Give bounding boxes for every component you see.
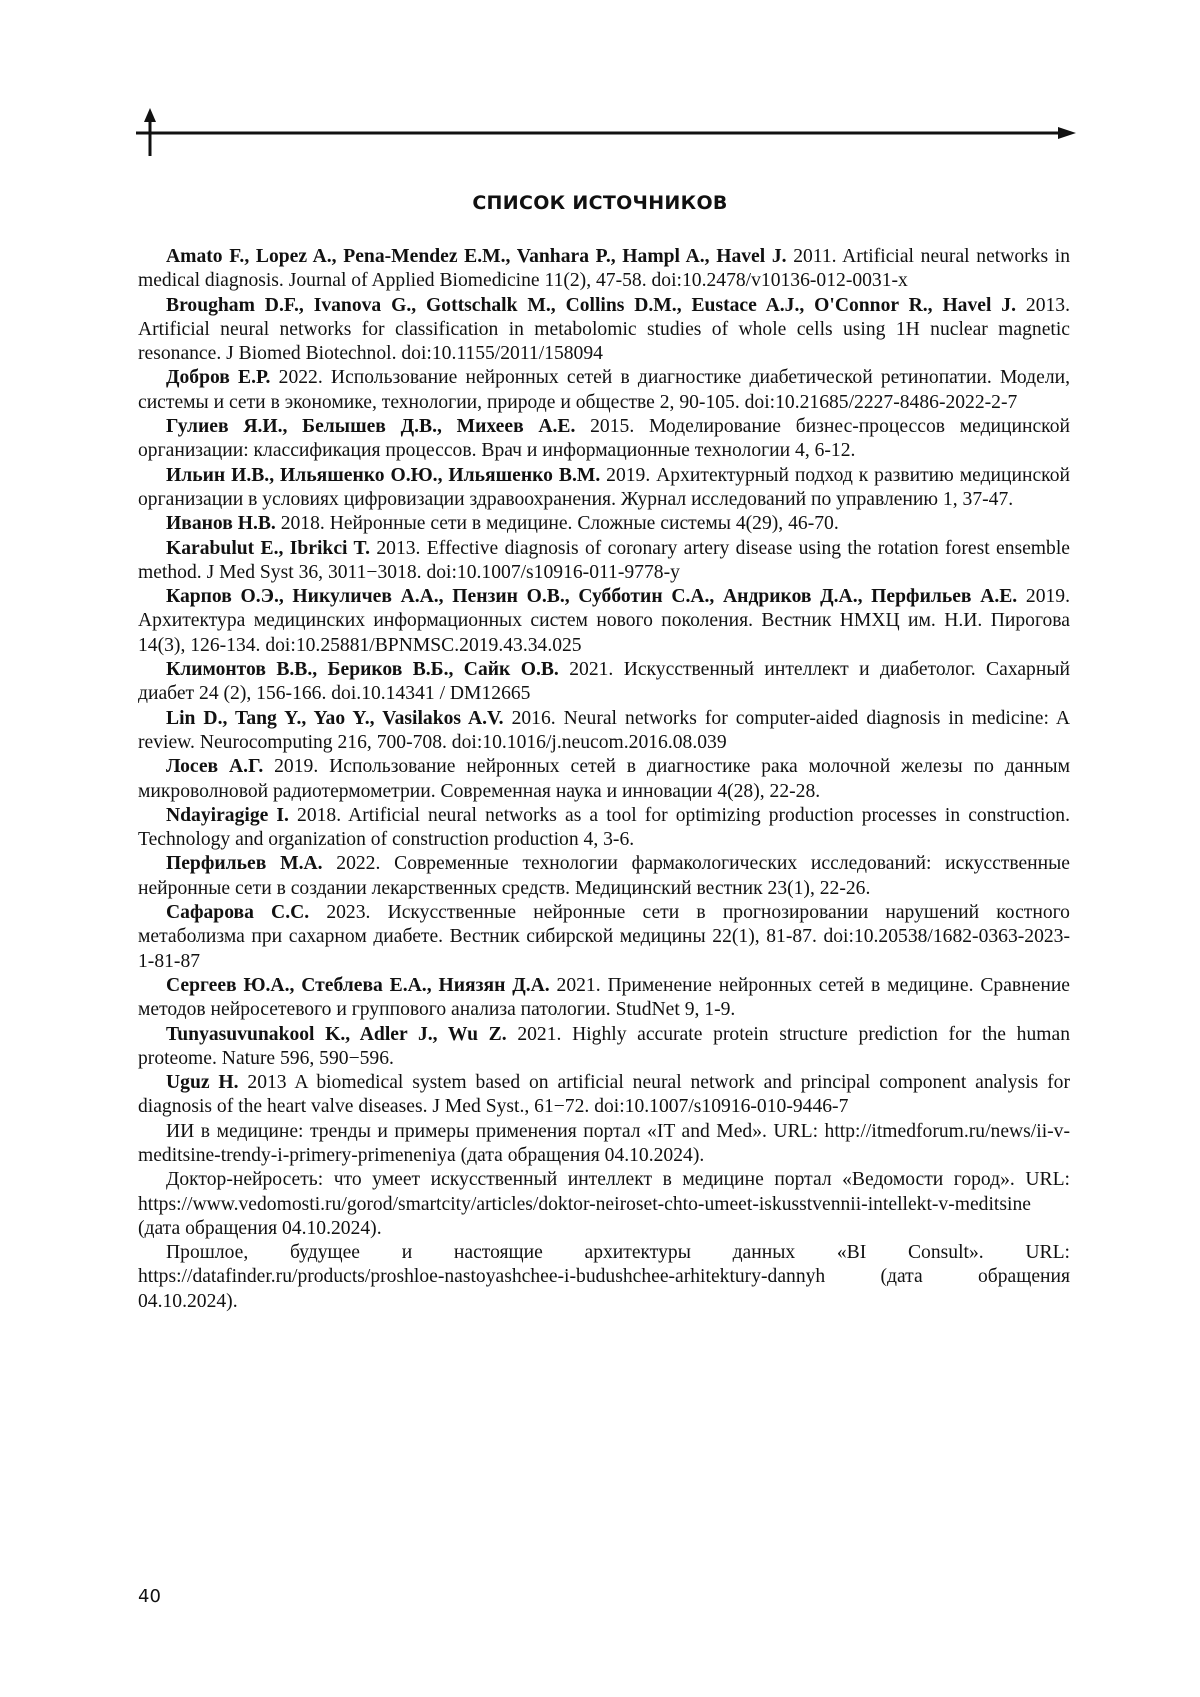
reference-authors: Tunyasuvunakool K., Adler J., Wu Z.: [166, 1023, 507, 1045]
reference-item: [138, 245, 1070, 294]
reference-text: 2021. Применение нейронных сетей в медицине. Сравнение методов нейросетевого и группового анализа патологии. StudNet 9, 1-9.: [138, 974, 1070, 1021]
reference-text: Прошлое, будущее и настоящие архитектуры данных «BI Consult». URL: https://datafinder.ru/products/proshloe-nastoyashchee-i-budushchee-arhitektury-dannyh (дата обращения 04.10.2024).: [138, 1242, 1070, 1312]
reference-item: [138, 415, 1070, 464]
reference-text: 2015. Моделирование бизнес-процессов медицинской организации: классификация процессов. Врач и информационные технологии 4, 6-12.: [138, 416, 1070, 462]
reference-authors: Uguz H.: [166, 1072, 239, 1094]
reference-text: 2023. Искусственные нейронные сети в прогнозировании нарушений костного метаболизма при сахарном диабете. Вестник сибирской медицины 22(1), 81-87. doi:10.20538/1682-0363-2023-1-81-87: [138, 902, 1070, 972]
reference-text: 2021. Искусственный интеллект и диабетолог. Сахарный диабет 24 (2), 156-166. doi.10.14341 / DM12665: [138, 659, 1070, 705]
reference-authors: Amato F., Lopez A., Pena-Mendez E.M., Vanhara P., Hampl A., Havel J.: [166, 246, 787, 267]
reference-item: [138, 901, 1070, 974]
reference-authors: Добров Е.Р.: [166, 367, 271, 389]
reference-item: [138, 1168, 1070, 1241]
reference-item: [138, 294, 1070, 367]
page-number: 40: [138, 1586, 161, 1607]
reference-item: [138, 512, 1070, 536]
reference-text: 2019. Архитектурный подход к развитию медицинской организации в условиях цифровизации здравоохранения. Журнал исследований по управлению 1, 37-47.: [138, 464, 1070, 510]
reference-authors: Lin D., Tang Y., Yao Y., Vasilakos A.V.: [166, 707, 504, 729]
right-arrow-icon: [1058, 127, 1076, 139]
reference-item: [138, 464, 1070, 513]
reference-text: 2018. Нейронные сети в медицине. Сложные системы 4(29), 46-70.: [275, 513, 839, 535]
reference-authors: Karabulut E., Ibrikci T.: [166, 537, 370, 559]
reference-text: 2022. Использование нейронных сетей в диагностике диабетической ретинопатии. Модели, системы и сети в экономике, технологии, природе и обществе 2, 90-105. doi:10.21685/2227-8486-2022-2-7: [138, 367, 1070, 413]
reference-item: [138, 1120, 1070, 1169]
reference-text: Доктор-нейросеть: что умеет искусственный интеллект в медицине портал «Ведомости город». URL: https://www.vedomosti.ru/gorod/smartcity/articles/doktor-neiroset-chto-umeet-iskusstvennii-intellekt-v-meditsine (дата обращения 04.10.2024).: [138, 1169, 1070, 1239]
reference-item: [138, 974, 1070, 1023]
reference-item: [138, 852, 1070, 901]
reference-text: 2021. Highly accurate protein structure prediction for the human proteome. Nature 596, 590−596.: [138, 1023, 1070, 1069]
up-arrow-icon: [144, 108, 156, 122]
reference-text: 2019. Использование нейронных сетей в диагностике рака молочной железы по данным микроволновой радиотермометрии. Современная наука и инновации 4(28), 22-28.: [138, 756, 1070, 802]
reference-authors: Сафарова С.С.: [166, 902, 310, 924]
reference-authors: Brougham D.F., Ivanova G., Gottschalk M., Collins D.M., Eustace A.J., O'Connor R., Havel J.: [166, 294, 1017, 316]
reference-item: [138, 707, 1070, 756]
reference-item: [138, 537, 1070, 586]
reference-text: 2019. Архитектура медицинских информационных систем нового поколения. Вестник НМХЦ им. Н.И. Пирогова 14(3), 126-134. doi:10.25881/BPNMSC.2019.43.34.025: [138, 586, 1070, 656]
reference-list: [138, 245, 1070, 1314]
header-axis-decoration: [136, 108, 1076, 172]
reference-item: [138, 658, 1070, 707]
reference-text: ИИ в медицине: тренды и примеры применения портал «IT and Med». URL: http://itmedforum.ru/news/ii-v-meditsine-trendy-i-primery-primeneniya (дата обращения 04.10.2024).: [138, 1120, 1070, 1166]
reference-authors: Сергеев Ю.А., Стеблева Е.А., Ниязян Д.А.: [166, 974, 550, 996]
reference-text: 2013 A biomedical system based on artificial neural network and principal component analysis for diagnosis of the heart valve diseases. J Med Syst., 61−72. doi:10.1007/s10916-010-9446-7: [138, 1072, 1070, 1118]
reference-text: 2022. Современные технологии фармакологических исследований: искусственные нейронные сети в создании лекарственных средств. Медицинский вестник 23(1), 22-26.: [138, 853, 1070, 899]
reference-authors: Лосев А.Г.: [166, 756, 264, 778]
reference-item: [138, 1023, 1070, 1072]
section-title: СПИСОК ИСТОЧНИКОВ: [472, 192, 728, 214]
reference-text: 2016. Neural networks for computer-aided diagnosis in medicine: A review. Neurocomputing 216, 700-708. doi:10.1016/j.neucom.2016.08.039: [138, 707, 1070, 753]
reference-text: 2013. Effective diagnosis of coronary artery disease using the rotation forest ensemble method. J Med Syst 36, 3011−3018. doi:10.1007/s10916-011-9778-y: [138, 537, 1070, 583]
reference-item: [138, 1071, 1070, 1120]
reference-text: 2013. Artificial neural networks for classification in metabolomic studies of whole cells using 1H nuclear magnetic resonance. J Biomed Biotechnol. doi:10.1155/2011/158094: [138, 294, 1070, 365]
reference-authors: Ndayiragige I.: [166, 804, 289, 826]
reference-item: [138, 1241, 1070, 1314]
reference-authors: Карпов О.Э., Никуличев А.А., Пензин О.В., Субботин С.А., Андриков Д.А., Перфильев А.Е.: [166, 586, 1018, 608]
reference-text: 2011. Artificial neural networks in medical diagnosis. Journal of Applied Biomedicine 11(2), 47-58. doi:10.2478/v10136-012-0031-x: [138, 246, 1071, 292]
reference-authors: Ильин И.В., Ильяшенко О.Ю., Ильяшенко В.М.: [166, 464, 601, 486]
reference-item: [138, 585, 1070, 658]
reference-item: [138, 804, 1070, 853]
reference-item: [138, 755, 1070, 804]
reference-text: 2018. Artificial neural networks as a tool for optimizing production processes in construction. Technology and organization of construction production 4, 3-6.: [138, 804, 1070, 851]
reference-authors: Иванов Н.В.: [166, 513, 276, 535]
reference-authors: Перфильев М.А.: [166, 853, 323, 875]
reference-authors: Гулиев Я.И., Белышев Д.В., Михеев А.Е.: [166, 416, 576, 438]
reference-authors: Климонтов В.В., Бериков В.Б., Сайк О.В.: [166, 659, 559, 681]
reference-item: [138, 366, 1070, 415]
